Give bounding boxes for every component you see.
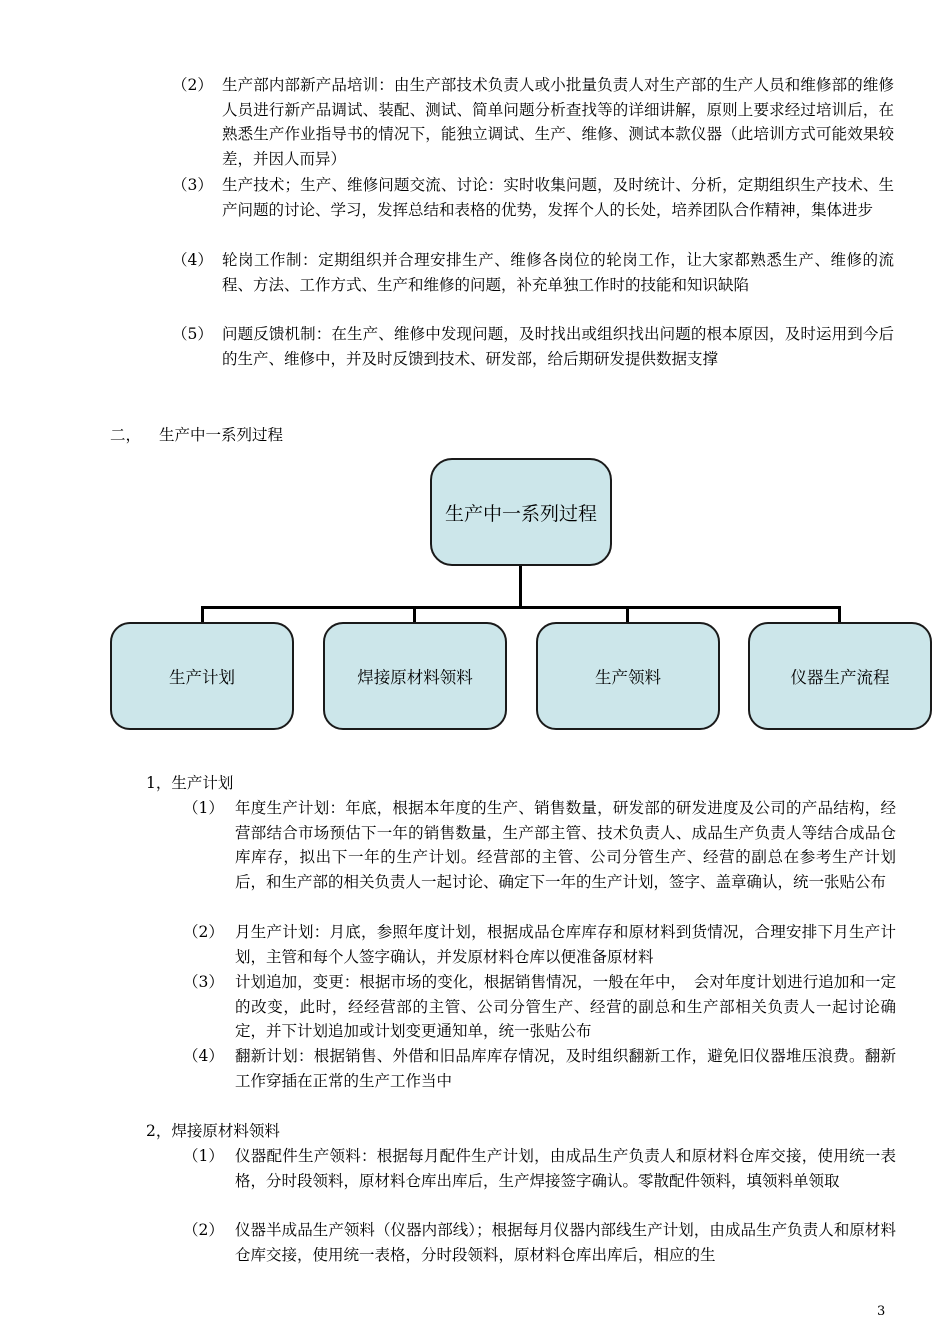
- chart-child-node: 生产领料: [536, 622, 720, 730]
- list-item: [183, 1144, 896, 1193]
- subsection-heading: 2，焊接原材料领料: [146, 1122, 280, 1140]
- section-title: 生产中一系列过程: [159, 426, 284, 444]
- list-item: [183, 1044, 896, 1093]
- chart-child-node: 焊接原材料领料: [323, 622, 507, 730]
- item-number: （2）: [172, 76, 213, 94]
- item-number: （4）: [172, 251, 213, 269]
- item-text: 翻新计划：根据销售、外借和旧品库库存情况，及时组织翻新工作，避免旧仪器堆压浪费。翻新工作穿插在正常的生产工作当中: [235, 1047, 896, 1090]
- item-number: （1）: [183, 799, 224, 817]
- item-number: （3）: [172, 176, 213, 194]
- page-number: 3: [877, 1304, 886, 1319]
- item-text: 轮岗工作制：定期组织并合理安排生产、维修各岗位的轮岗工作，让大家都熟悉生产、维修的流程、方法、工作方式、生产和维修的问题，补充单独工作时的技能和知识缺陷: [222, 251, 894, 294]
- item-text: 仪器配件生产领料：根据每月配件生产计划，由成品生产负责人和原材料仓库交接，使用统一表格，分时段领料，原材料仓库出库后，生产焊接签字确认。零散配件领料，填领料单领取: [235, 1147, 896, 1190]
- item-text: 仪器半成品生产领料（仪器内部线）；根据每月仪器内部线生产计划，由成品生产负责人和原材料仓库交接，使用统一表格，分时段领料，原材料仓库出库后，相应的生: [235, 1221, 896, 1264]
- chart-child-node: 仪器生产流程: [748, 622, 932, 730]
- item-text: 生产技术；生产、维修问题交流、讨论：实时收集问题，及时统计、分析，定期组织生产技术、生产问题的讨论、学习，发挥总结和表格的优势，发挥个人的长处，培养团队合作精神，集体进步: [222, 176, 894, 219]
- item-text: 生产部内部新产品培训：由生产部技术负责人或小批量负责人对生产部的生产人员和维修部的维修人员进行新产品调试、装配、测试、简单问题分析查找等的详细讲解，原则上要求经过培训后，在熟悉生产作业指导书的情况下，能独立调试、生产、维修、测试本款仪器（此培训方式可能效果较差，并因人而异）: [222, 76, 894, 169]
- item-number: （1）: [183, 1147, 224, 1165]
- item-text: 月生产计划：月底，参照年度计划，根据成品仓库库存和原材料到货情况，合理安排下月生产计划，主管和每个人签字确认，并发原材料仓库以便准备原材料: [235, 923, 896, 966]
- item-text: 年度生产计划：年底，根据本年度的生产、销售数量，研发部的研发进度及公司的产品结构，经营部结合市场预估下一年的销售数量，生产部主管、技术负责人、成品生产负责人等结合成品仓库库存，拟出下一年的生产计划。经营部的主管、公司分管生产、经营的副总在参考生产计划后，和生产部的相关负责人一起讨论、确定下一年的生产计划，签字、盖章确认，统一张贴公布: [235, 799, 896, 892]
- list-item: [183, 970, 896, 1044]
- list-item: [183, 796, 896, 895]
- item-text: 计划追加，变更：根据市场的变化，根据销售情况，一般在年中， 会对年度计划进行追加和一定的改变，此时，经经营部的主管、公司分管生产、经营的副总和生产部相关负责人一起讨论确定，并下计划追加或计划变更通知单，统一张贴公布: [235, 973, 896, 1041]
- subsection-heading: 1，生产计划: [146, 774, 234, 792]
- list-item: [183, 920, 896, 969]
- item-text: 问题反馈机制：在生产、维修中发现问题，及时找出或组织找出问题的根本原因，及时运用到今后的生产、维修中，并及时反馈到技术、研发部，给后期研发提供数据支撑: [222, 325, 894, 368]
- chart-child-node: 生产计划: [110, 622, 294, 730]
- item-number: （2）: [183, 923, 224, 941]
- item-number: （3）: [183, 973, 224, 991]
- item-number: （2）: [183, 1221, 224, 1239]
- connector-line: [519, 566, 522, 608]
- list-item: [183, 1218, 896, 1267]
- chart-root-node: 生产中一系列过程: [430, 458, 612, 566]
- item-number: （5）: [172, 325, 213, 343]
- item-number: （4）: [183, 1047, 224, 1065]
- section-number: 二，: [110, 426, 142, 444]
- connector-line: [201, 606, 841, 609]
